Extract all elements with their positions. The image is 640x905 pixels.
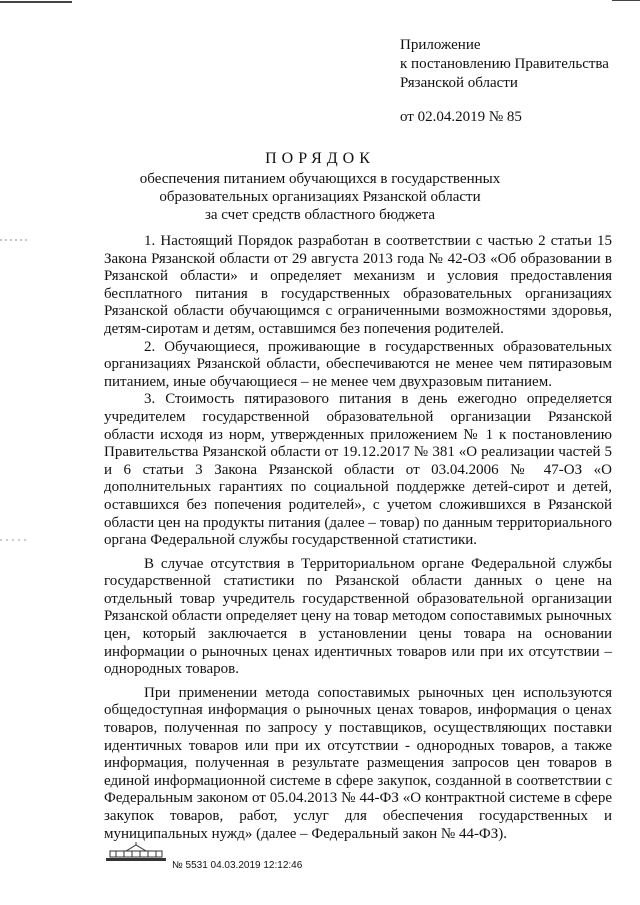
government-building-stamp-icon xyxy=(104,842,168,864)
title-line-1: обеспечения питанием обучающихся в государственных xyxy=(139,171,501,187)
paragraph-3: 3. Стоимость пятиразового питания в день ежегодно определяется учредителем государственной образовательной организации Рязанской области исходя из норм, утвержденных приложением № 1 к постановлению Правительства Рязанской области от 19.12.2017 № 381 «О реализации частей 5 и 6 статьи 3 Закона Рязанской области от 03.04.2006 № 47-ОЗ «О дополнительных гарантиях по социальной поддержке детей-сирот и детей, оставшихся без попечения родителей», с учетом сложившихся в Рязанской области цен на продукты питания (далее – товар) по данным территориального органа Федеральной службы государственной статистики. xyxy=(104,391,612,549)
registration-number: № 5531 04.03.2019 12:12:46 xyxy=(172,860,303,871)
document-title xyxy=(100,150,540,224)
paragraph-4: В случае отсутствия в Территориальном органе Федеральной службы государственной статистики по Рязанской области данных о цене на отдельный товар учредитель государственной образовательной организации Рязанской области определяет цену на товар методом сопоставимых рыночных цен, который заключается в установлении цены товара на основании информации о рыночных ценах идентичных товаров или при их отсутствии – однородных товаров. xyxy=(104,555,612,678)
paragraph-2: 2. Обучающиеся, проживающие в государственных образовательных организациях Рязанской области, обеспечиваются не менее чем пятиразовым питанием, иные обучающиеся – не менее чем двухразовым питанием. xyxy=(104,338,612,390)
paragraph-1: 1. Настоящий Порядок разработан в соответствии с частью 2 статьи 15 Закона Рязанской области от 29 августа 2013 года № 42-ОЗ «Об образовании в Рязанской области» и определяет механизм и условия предоставления бесплатного питания в государственных образовательных организациях Рязанской области обучающимся с ограниченными возможностями здоровья, детям-сиротам и детям, оставшимся без попечения родителей. xyxy=(104,233,612,337)
document-body xyxy=(104,233,612,843)
annex-block xyxy=(400,36,609,127)
annex-reference: к постановлению Правительства xyxy=(400,56,609,72)
annex-date: от 02.04.2019 № 85 xyxy=(400,109,522,125)
title-line-2: образовательных организациях Рязанской области xyxy=(159,189,481,205)
title-heading: ПОРЯДОК xyxy=(265,150,375,167)
annex-label: Приложение xyxy=(400,37,481,53)
registration-footer xyxy=(100,840,360,880)
title-line-3: за счет средств областного бюджета xyxy=(204,207,436,223)
annex-region: Рязанской области xyxy=(400,75,518,91)
paragraph-5: При применении метода сопоставимых рыночных цен используются общедоступная информация о рыночных ценах товаров, информация о ценах товаров, полученная по запросу у поставщиков, осуществляющих поставки идентичных товаров или при их отсутствии - однородных товаров, а также информация, полученная в результате размещения запросов цен товаров в единой информационной системе в сфере закупок, созданной в соответствии с Федеральным законом от 05.04.2013 № 44-ФЗ «О контрактной системе в сфере закупок товаров, работ, услуг для обеспечения государственных и муниципальных нужд» (далее – Федеральный закон № 44-ФЗ). xyxy=(104,684,612,842)
